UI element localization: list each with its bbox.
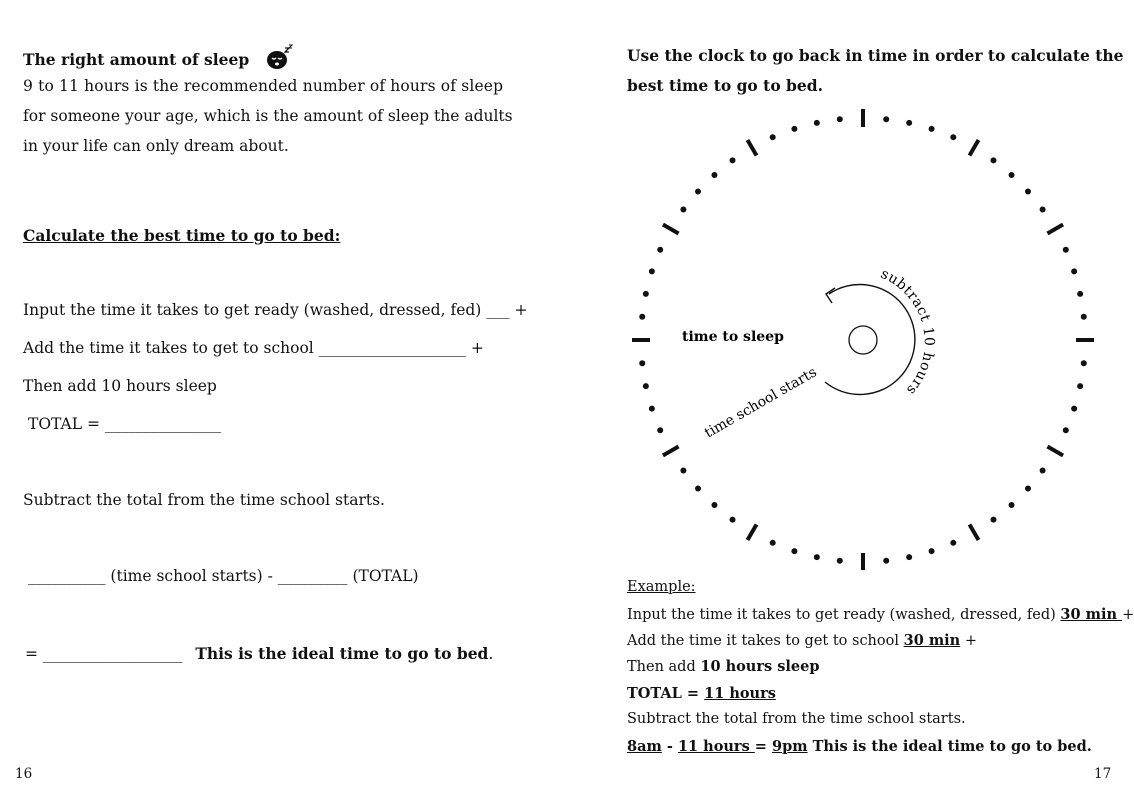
example-school-suffix: + bbox=[960, 633, 977, 649]
clock-minute-dot bbox=[883, 558, 889, 564]
clock-diagram bbox=[562, 100, 1123, 570]
label-time-to-sleep: time to sleep bbox=[682, 329, 784, 345]
clock-minute-dot bbox=[657, 427, 663, 433]
example-ready-prefix: Input the time it takes to get ready (washed, dressed, fed) bbox=[627, 607, 1061, 623]
clock-minute-dot bbox=[1025, 486, 1031, 492]
intro-line-3: in your life can only dream about. bbox=[23, 137, 289, 155]
example-school-prefix: Add the time it takes to get to school bbox=[627, 633, 904, 649]
clock-minute-dot bbox=[791, 548, 797, 554]
clock-minute-dot bbox=[657, 247, 663, 253]
example-ready-line bbox=[627, 606, 1134, 623]
example-sleep-prefix: Then add bbox=[627, 659, 701, 675]
right-page bbox=[562, 0, 1134, 788]
example-sleep-value: 10 hours sleep bbox=[700, 658, 820, 675]
label-subtract-hours bbox=[878, 266, 937, 398]
clock-minute-dot bbox=[680, 467, 686, 473]
clock-minute-dot bbox=[1025, 188, 1031, 194]
intro-line-1: 9 to 11 hours is the recommended number of hours of sleep bbox=[23, 77, 504, 95]
clock-minute-dot bbox=[950, 540, 956, 546]
label-time-school-starts: time school starts bbox=[702, 364, 820, 442]
example-calc-total: 11 hours bbox=[677, 738, 755, 755]
left-page bbox=[0, 0, 560, 788]
clock-minute-dot bbox=[770, 540, 776, 546]
example-ready-suffix: + bbox=[1122, 607, 1134, 623]
clock-minute-dot bbox=[1063, 427, 1069, 433]
ideal-time-line bbox=[25, 644, 493, 663]
subtract-textpath: subtract 10 hours bbox=[878, 265, 937, 399]
clock-minute-dot bbox=[1040, 467, 1046, 473]
clock-minute-dot bbox=[1071, 406, 1077, 412]
clock-minute-dot bbox=[814, 120, 820, 126]
sleeping-face-icon bbox=[265, 45, 293, 71]
arrow-head-icon bbox=[826, 288, 835, 303]
clock-minute-dot bbox=[1009, 172, 1015, 178]
clock-minute-dot bbox=[1063, 247, 1069, 253]
clock-center bbox=[849, 326, 877, 354]
clock-hour-tick bbox=[970, 140, 979, 156]
example-calc-equals: = bbox=[754, 738, 772, 755]
clock-minute-dot bbox=[837, 558, 843, 564]
total-line: TOTAL = _______________ bbox=[28, 415, 222, 433]
clock-minute-dot bbox=[950, 134, 956, 140]
instruction-line-1: Use the clock to go back in time in order to calculate the bbox=[627, 46, 1124, 65]
clock-minute-dot bbox=[1009, 502, 1015, 508]
clock-minute-dot bbox=[906, 554, 912, 560]
clock-minute-dot bbox=[680, 207, 686, 213]
clock-minute-dot bbox=[883, 116, 889, 122]
clock-minute-dot bbox=[1077, 383, 1083, 389]
clock-minute-dot bbox=[643, 383, 649, 389]
example-total-value: 11 hours bbox=[704, 685, 776, 702]
example-school-value: 30 min bbox=[903, 632, 961, 649]
example-calc-line bbox=[627, 738, 1092, 755]
ideal-time-text: This is the ideal time to go to bed bbox=[195, 644, 489, 663]
clock-minute-dot bbox=[639, 360, 645, 366]
example-total-prefix: TOTAL = bbox=[627, 685, 705, 702]
clock-minute-dot bbox=[929, 548, 935, 554]
step-sleep: Then add 10 hours sleep bbox=[23, 377, 217, 395]
clock-minute-dot bbox=[990, 157, 996, 163]
intro-line-2: for someone your age, which is the amount of sleep the adults bbox=[23, 107, 513, 125]
page-number-left: 16 bbox=[15, 766, 33, 782]
example-total-line bbox=[627, 685, 776, 702]
clock-minute-dot bbox=[906, 120, 912, 126]
example-calc-suffix: This is the ideal time to go to bed. bbox=[807, 738, 1092, 755]
clock-minute-dot bbox=[730, 157, 736, 163]
curved-arrow bbox=[825, 284, 915, 394]
subtract-instruction: Subtract the total from the time school starts. bbox=[23, 491, 385, 509]
clock-hour-tick bbox=[970, 524, 979, 540]
clock-minute-dot bbox=[643, 291, 649, 297]
clock-minute-dot bbox=[770, 134, 776, 140]
heading-text: The right amount of sleep bbox=[23, 50, 250, 69]
clock-minute-dot bbox=[814, 554, 820, 560]
clock-minute-dot bbox=[1081, 314, 1087, 320]
clock-minute-dot bbox=[695, 486, 701, 492]
example-sleep-line bbox=[627, 658, 819, 675]
example-title: Example: bbox=[627, 579, 696, 595]
ideal-time-period: . bbox=[488, 645, 494, 663]
clock-minute-dot bbox=[837, 116, 843, 122]
clock-hour-tick bbox=[748, 140, 757, 156]
clock-minute-dot bbox=[711, 172, 717, 178]
clock-hour-tick bbox=[1047, 225, 1063, 234]
heading bbox=[23, 45, 293, 71]
clock-minute-dot bbox=[649, 268, 655, 274]
clock-minute-dot bbox=[711, 502, 717, 508]
step-school: Add the time it takes to get to school ___________________ + bbox=[23, 339, 484, 357]
example-calc-start: 8am bbox=[627, 738, 662, 755]
clock-minute-dot bbox=[730, 517, 736, 523]
instruction-line-2: best time to go to bed. bbox=[627, 76, 823, 95]
clock-minute-dot bbox=[929, 126, 935, 132]
step-ready: Input the time it takes to get ready (washed, dressed, fed) ___ + bbox=[23, 301, 528, 319]
example-school-line bbox=[627, 632, 977, 649]
clock-hour-tick bbox=[663, 447, 679, 456]
section-title: Calculate the best time to go to bed: bbox=[23, 226, 341, 245]
clock-minute-dot bbox=[1081, 360, 1087, 366]
example-calc-minus: - bbox=[661, 738, 678, 755]
clock-hour-tick bbox=[748, 524, 757, 540]
example-calc-result: 9pm bbox=[772, 738, 808, 755]
clock-hour-tick bbox=[1047, 447, 1063, 456]
clock-minute-dot bbox=[639, 314, 645, 320]
page-number-right: 17 bbox=[1094, 766, 1112, 782]
clock-minute-dot bbox=[1077, 291, 1083, 297]
example-subtract-line: Subtract the total from the time school starts. bbox=[627, 711, 966, 727]
clock-minute-dot bbox=[791, 126, 797, 132]
clock-minute-dot bbox=[1071, 268, 1077, 274]
clock-minute-dot bbox=[1040, 207, 1046, 213]
equals-blank: = __________________ bbox=[25, 645, 183, 663]
clock-minute-dot bbox=[695, 188, 701, 194]
clock-minute-dot bbox=[990, 517, 996, 523]
school-starts-blank-line: __________ (time school starts) - _________ (TOTAL) bbox=[28, 567, 419, 585]
clock-minute-dot bbox=[649, 406, 655, 412]
example-ready-value: 30 min bbox=[1060, 606, 1123, 623]
clock-hour-tick bbox=[663, 225, 679, 234]
